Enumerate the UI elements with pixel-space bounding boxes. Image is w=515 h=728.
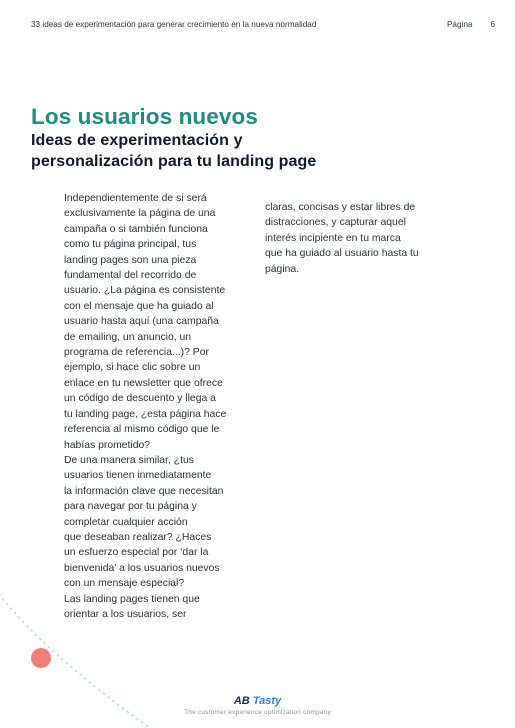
section-title: Los usuarios nuevos — [31, 104, 258, 129]
document-title: 33 ideas de experimentación para generar crecimiento en la nueva normalidad — [31, 20, 317, 29]
logo-tasty: Tasty — [252, 695, 282, 707]
logo-ab: AB — [233, 695, 250, 707]
coral-dot-icon — [31, 648, 51, 668]
body-column-left: Independientemente de si será exclusivamente la página de una campaña o si también funciona como tu página principal, tus landing pages son una pieza fundamental del recorrido de usuario. ¿La página es consistente con el mensaje que ha guiado al usuario hasta aquí (una campaña de emailing, un anuncio, un programa de referencia...)? Por ejemplo, si hace clic sobre un enlace en tu newsletter que ofrece un código de descuento y llega a tu landing page, ¿esta página hace referencia al mismo código que le habías prometido? De una manera similar, ¿tus usuarios tienen inmediatamente la información clave que necesitan para navegar por tu página y completar cualquier acción que deseaban realizar? ¿Haces un esfuerzo especial por ‘dar la bienvenida’ a los usuarios nuevos con un mensaje especial? Las landing pages tienen que orientar a los usuarios, ser — [64, 193, 227, 620]
brand-logo — [0, 695, 515, 707]
page-number: 6 — [490, 20, 495, 29]
section-subtitle: Ideas de experimentación y personalización para tu landing page — [31, 132, 317, 170]
brand-tagline: The customer experience optimization company — [184, 709, 331, 716]
page-label: Página — [446, 20, 473, 29]
body-column-right: claras, concisas y estar libres de distracciones, y capturar aquel interés incipiente en tu marca que ha guiado al usuario hasta tu página. — [265, 202, 419, 275]
